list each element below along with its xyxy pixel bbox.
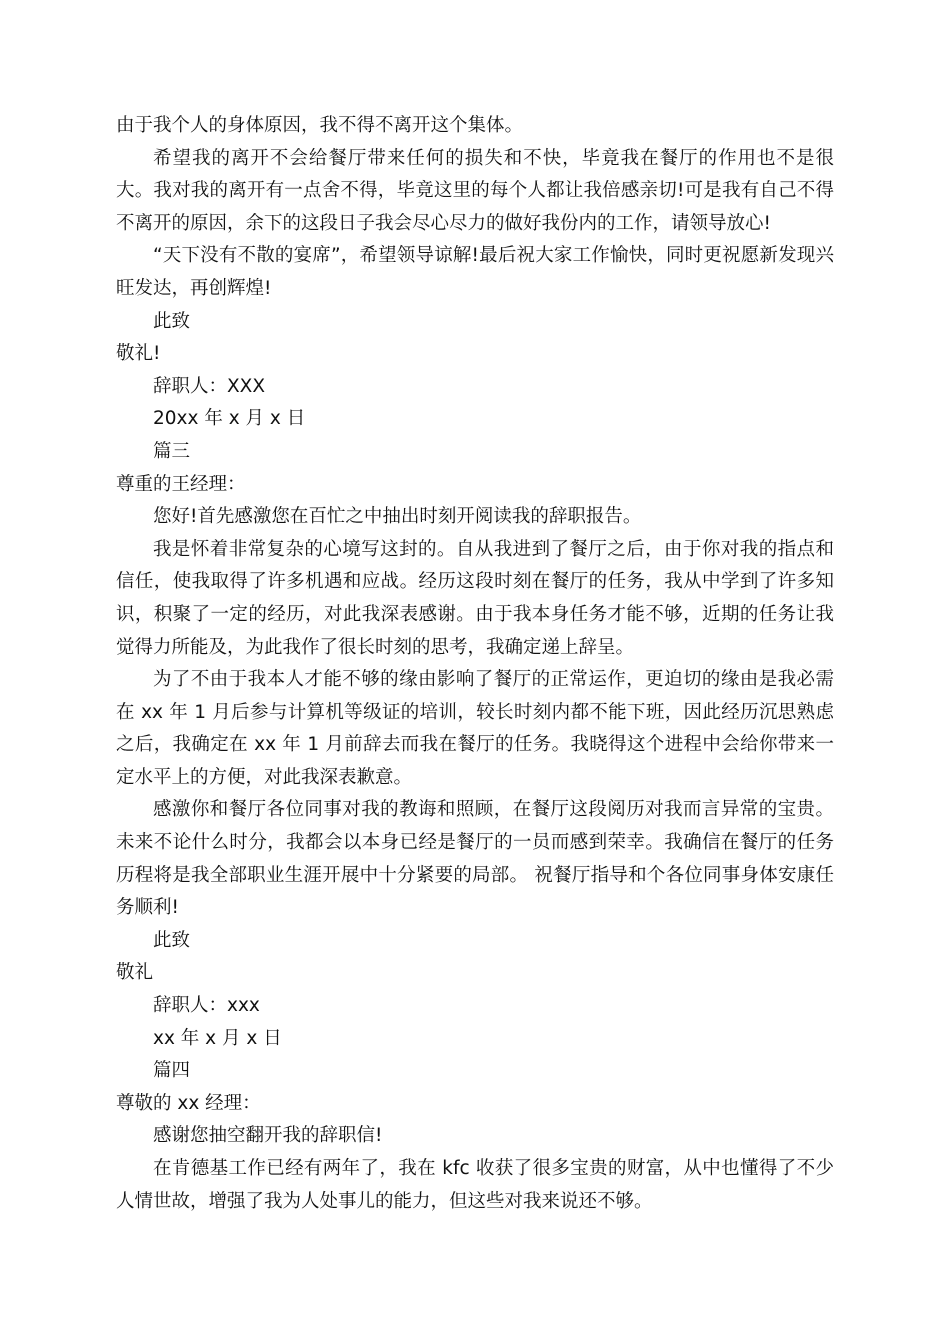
paragraph: 您好!首先感激您在百忙之中抽出时刻开阅读我的辞职报告。 [153, 506, 642, 528]
date-line: 20xx 年 x 月 x 日 [153, 408, 306, 430]
paragraph: 感谢您抽空翻开我的辞职信! [153, 1125, 383, 1147]
greeting: 尊敬的 xx 经理： [116, 1092, 261, 1114]
signature-line: 辞职人：xxx [153, 995, 260, 1017]
document-page [116, 110, 834, 1218]
closing-salutation: 此致 [153, 310, 191, 332]
paragraph: “天下没有不散的宴席”，希望领导谅解!最后祝大家工作愉快，同时更祝愿新发现兴旺发达，再创辉煌! [116, 245, 834, 299]
closing-regards: 敬礼! [116, 343, 161, 365]
date-line: xx 年 x 月 x 日 [153, 1027, 282, 1049]
greeting: 尊重的王经理： [116, 473, 246, 495]
closing-salutation: 此致 [153, 929, 191, 951]
paragraph: 感激你和餐厅各位同事对我的教诲和照顾，在餐厅这段阅历对我而言异常的宝贵。未来不论什么时分，我都会以本身已经是餐厅的一员而感到荣幸。我确信在餐厅的任务历程将是我全部职业生涯开展中十分紧要的局部。 祝餐厅指导和个各位同事身体安康任务顺利! [116, 799, 834, 919]
signature-line: 辞职人：XXX [153, 375, 266, 397]
closing-regards: 敬礼 [116, 962, 154, 984]
paragraph: 希望我的离开不会给餐厅带来任何的损失和不快，毕竟我在餐厅的作用也不是很大。我对我的离开有一点舍不得，毕竟这里的每个人都让我倍感亲切!可是我有自己不得不离开的原因，余下的这段日子我会尽心尽力的做好我份内的工作，请领导放心! [116, 147, 834, 234]
paragraph: 我是怀着非常复杂的心境写这封的。自从我进到了餐厅之后，由于你对我的指点和信任，使我取得了许多机遇和应战。经历这段时刻在餐厅的任务，我从中学到了许多知识，积聚了一定的经历，对此我深表感谢。由于我本身任务才能不够，近期的任务让我觉得力所能及，为此我作了很长时刻的思考，我确定递上辞呈。 [116, 538, 834, 658]
paragraph: 由于我个人的身体原因，我不得不离开这个集体。 [116, 115, 524, 136]
paragraph: 为了不由于我本人才能不够的缘由影响了餐厅的正常运作，更迫切的缘由是我必需在 xx 年 1 月后参与计算机等级证的培训，较长时刻内都不能下班，因此经历沉思熟虑之后，我确定在 xx 年 1 月前辞去而我在餐厅的任务。我晓得这个进程中会给你带来一定水平上的方便，对此我深表歉意。 [116, 669, 834, 788]
paragraph: 在肯德基工作已经有两年了，我在 kfc 收获了很多宝贵的财富，从中也懂得了不少人情世故，增强了我为人处事儿的能力，但这些对我来说还不够。 [116, 1158, 834, 1212]
section-heading: 篇四 [153, 1060, 191, 1082]
section-heading: 篇三 [153, 440, 191, 462]
